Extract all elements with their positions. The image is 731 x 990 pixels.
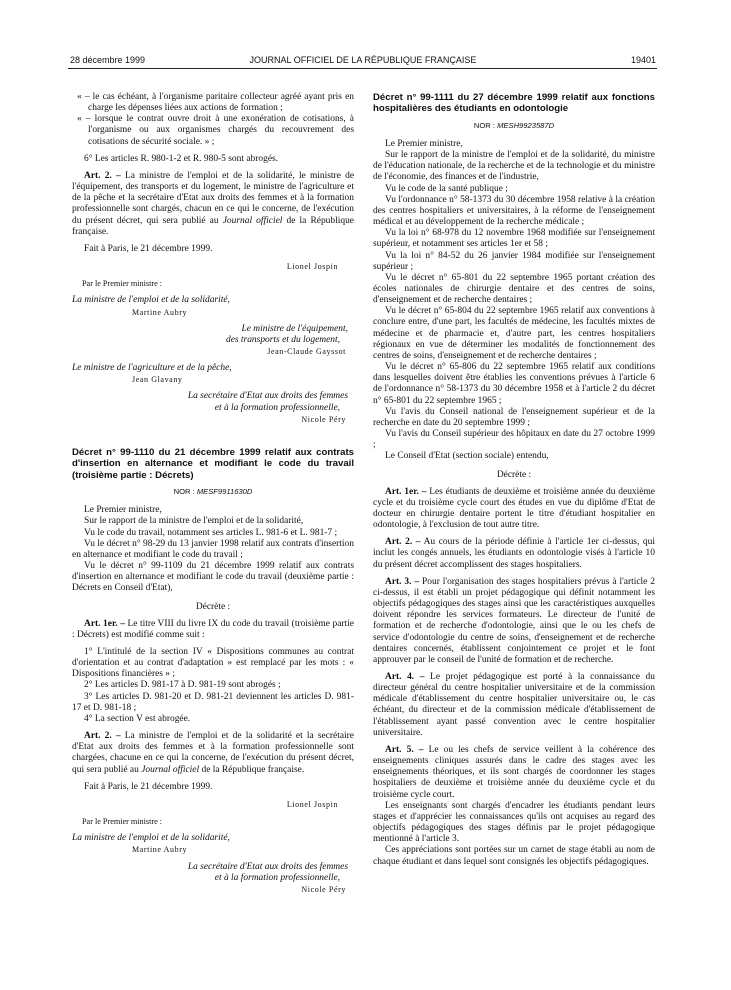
article-text: Les étudiants de deuxième et troisième année du deuxième cycle et du troisième cycle court des études en vue du diplôme d'Etat de docteur en chirurgie dentaire portent le titre d'étudiant hospitalier en odontologie, à l'exclusion de tout autre titre.	[373, 486, 655, 531]
premier-ministre: Le Premier ministre,	[385, 138, 463, 149]
nor-label: NOR :	[473, 120, 498, 130]
article-2-paragraph	[72, 171, 354, 238]
nor-code: MESF9911630D	[196, 487, 253, 497]
header-page-number: 19401	[630, 55, 656, 65]
list-item: 2° Les articles D. 981-17 à D. 981-19 sont abrogés ;	[84, 680, 281, 691]
minister-name: Nicole Péry	[301, 414, 346, 424]
minister-title-cont: des transports et du logement,	[225, 334, 340, 345]
right-column	[373, 92, 655, 868]
nor-code: MESH9923587D	[497, 120, 555, 130]
article-label: Art. 2. –	[385, 537, 421, 548]
article-text: La ministre de l'emploi et de la solidarité et la secrétaire d'Etat aux droits des femmes et à la formation professionnelle sont chargées, chacune en ce qui la concerne, de l'exécution du présent décret, qui sera publié au	[72, 731, 354, 775]
par-le-premier-ministre: Par le Premier ministre :	[82, 817, 163, 827]
minister-title: La secrétaire d'Etat aux droits des femmes	[187, 861, 348, 872]
paragraph: Les enseignants sont chargés d'encadrer les étudiants pendant leurs stages et d'apprécier les connaissances qu'ils ont acquises au regard des objectifs pédagogiques des stages définis par le projet pédagogique mentionné à l'article 3.	[373, 800, 655, 845]
article-label: Art. 3. –	[385, 576, 420, 587]
visa: Vu le code de la santé publique ;	[385, 183, 508, 194]
header-date: 28 décembre 1999	[70, 55, 146, 65]
minister-title: Le ministre de l'agriculture et de la pêche,	[72, 363, 232, 374]
visa: Vu la loi n° 68-978 du 12 novembre 1968 modifiée sur l'enseignement supérieur, et notamment ses articles 1er et 58 ;	[373, 228, 655, 250]
article-paragraph	[373, 745, 655, 801]
paragraph: Ces appréciations sont portées sur un carnet de stage établi au nom de chaque étudiant et dans lequel sont consignés les objectifs pédagogiques.	[373, 845, 655, 867]
visa: Vu le décret n° 98-29 du 13 janvier 1998 relatif aux contrats d'insertion en alternance et modifiant le code du travail ;	[72, 538, 354, 560]
fait-a-paris: Fait à Paris, le 21 décembre 1999.	[84, 781, 213, 792]
article-text: Le titre VIII du livre IX du code du travail (troisième partie : Décrets) est modifié comme suit :	[72, 618, 354, 640]
minister-title-cont: et à la formation professionnelle,	[214, 402, 340, 413]
article-label: Art. 2. –	[84, 170, 121, 181]
article-label: Art. 1er. –	[385, 486, 427, 497]
visa: Sur le rapport de la ministre de l'emploi et de la solidarité,	[84, 516, 304, 527]
decree-title: Décret n° 99-1111 du 27 décembre 1999 relatif aux fonctions hospitalières des étudiants en odontologie	[373, 92, 655, 115]
minister-title: La ministre de l'emploi et de la solidarité,	[72, 295, 230, 306]
article-text: Le projet pédagogique est porté à la connaissance du directeur général du centre hospitalier universitaire et de la commission médicale d'établissement du centre hospitalier universitaire ou, le cas échéant, du directeur et de la commission médicale d'établissement de l'établissement ayant passé convention avec le centre hospitalier universitaire.	[373, 672, 655, 738]
article-text: Pour l'organisation des stages hospitaliers prévus à l'article 2 ci-dessus, il est établi un projet pédagogique qui définit notamment les objectifs pédagogiques des stages ainsi que les caractéristiques auxquelles doivent répondre les services formateurs. Le directeur de l'unité de formation et de recherche d'odontologie, ainsi que le ou les chefs de service d'odontologie du centre de soins, d'enseignement et de recherche dentaires concernés, établissent conjointement ce projet et le font approuver par le conseil de l'unité de formation et de recherche.	[373, 576, 655, 665]
visa: Le Conseil d'Etat (section sociale) entendu,	[385, 451, 549, 462]
signatory: Lionel Jospin	[286, 799, 338, 809]
article-text-end: de la République française.	[199, 764, 305, 775]
minister-title: La ministre de l'emploi et de la solidarité,	[72, 833, 230, 844]
visa: Vu l'avis du Conseil national de l'enseignement supérieur et de la recherche en date du 20 septembre 1999 ;	[373, 406, 655, 428]
paragraph: 6° Les articles R. 980-1-2 et R. 980-5 sont abrogés.	[84, 153, 279, 164]
article-label: Art. 5. –	[385, 744, 424, 755]
article-2-paragraph	[72, 731, 354, 776]
premier-ministre: Le Premier ministre,	[84, 505, 162, 516]
visa: Vu le décret n° 65-804 du 22 septembre 1965 relatif aux conventions à conclure entre, d'une part, les facultés de médecine, les facultés mixtes de médecine et de pharmacie et, d'autre part, les centres hospitaliers régionaux en vue de déterminer les modalités de fonctionnement des centres de soins, d'enseignement et de recherche dentaires ;	[373, 306, 655, 361]
minister-title-cont: et à la formation professionnelle,	[214, 872, 340, 883]
minister-title: Le ministre de l'équipement,	[241, 323, 348, 334]
article-paragraph	[373, 537, 655, 570]
visa: Sur le rapport de la ministre de l'emploi et de la solidarité, du ministre de l'éducation nationale, de la recherche et de la technologie et du ministre de l'économie, des finances et de l'industrie,	[373, 150, 655, 183]
article-paragraph	[373, 577, 655, 666]
visa: Vu l'avis du Conseil supérieur des hôpitaux en date du 27 octobre 1999 ;	[373, 429, 655, 451]
minister-name: Martine Aubry	[132, 307, 188, 317]
decrete: Décrète :	[195, 601, 231, 612]
article-label: Art. 1er. –	[84, 618, 125, 629]
decree-title: Décret n° 99-1110 du 21 décembre 1999 relatif aux contrats d'insertion en alternance et modifiant le code du travail (troisième partie : Décrets)	[72, 446, 354, 481]
article-paragraph	[373, 487, 655, 532]
header-rule	[68, 68, 657, 69]
list-item: 3° Les articles D. 981-20 et D. 981-21 deviennent les articles D. 981-17 et D. 981-18 ;	[72, 691, 354, 713]
minister-name: Martine Aubry	[132, 845, 188, 855]
left-column	[72, 92, 354, 895]
spacer	[72, 425, 354, 447]
article-paragraph	[373, 672, 655, 739]
decrete: Décrète :	[496, 469, 532, 480]
article-text-end: de la République française.	[72, 215, 354, 237]
visa: Vu l'ordonnance n° 58-1373 du 30 décembre 1958 relative à la création des centres hospitaliers et universitaires, à la réforme de l'enseignement médical et au développement de la recherche médicale ;	[373, 194, 655, 228]
visa: Vu la loi n° 84-52 du 26 janvier 1984 modifiée sur l'enseignement supérieur ;	[373, 250, 655, 272]
list-item: 4° La section V est abrogée.	[84, 713, 191, 724]
article-1-paragraph	[72, 619, 354, 641]
nor-reference	[373, 120, 655, 131]
list-item: 1° L'intitulé de la section IV « Dispositions communes au contrat d'orientation et au contrat d'adaptation » est remplacé par les mots : « Dispositions financières » ;	[72, 647, 354, 680]
article-text: Au cours de la période définie à l'article 1er ci-dessus, qui inclut les congés annuels, les étudiants en odontologie visés à l'article 10 du présent décret accomplissent des stages hospitaliers.	[373, 537, 655, 570]
article-label: Art. 4. –	[385, 672, 425, 682]
minister-title: La secrétaire d'Etat aux droits des femmes	[187, 391, 348, 402]
list-item: « – lorsque le contrat ouvre droit à une exonération de cotisations, à l'organisme ou aux organismes chargés du recouvrement des cotisations de sécurité sociale. » ;	[77, 114, 354, 147]
article-label: Art. 2. –	[84, 731, 121, 742]
list-item: « – le cas échéant, à l'organisme paritaire collecteur agréé ayant pris en charge les dépenses liées aux actions de formation ;	[77, 92, 354, 114]
article-text: La ministre de l'emploi et de la solidarité, le ministre de l'équipement, des transports et du logement, le ministre de l'agriculture et de la pêche et la secrétaire d'Etat aux droits des femmes et à la formation professionnelle sont chargés, chacun en ce qui le concerne, de l'exécution du présent décret, qui sera publié au	[72, 170, 355, 226]
minister-name: Jean-Claude Gayssot	[267, 346, 346, 356]
journal-officiel-ref: Journal officiel	[222, 215, 283, 226]
article-text: Le ou les chefs de service veillent à la cohérence des enseignements cliniques assurés dans le cadre des stages avec les enseignements théoriques, et ils sont chargés de coordonner les stages hospitaliers de deuxième et troisième année du deuxième cycle et du troisième cycle court.	[373, 744, 655, 800]
visa: Vu le décret n° 65-801 du 22 septembre 1965 portant création des écoles nationales de chirurgie dentaire et des centres de soins, d'enseignement et de recherche dentaires ;	[373, 272, 655, 306]
par-le-premier-ministre: Par le Premier ministre :	[82, 279, 163, 289]
nor-label: NOR :	[173, 487, 197, 497]
signatory: Lionel Jospin	[286, 262, 338, 272]
header-journal-title: JOURNAL OFFICIEL DE LA RÉPUBLIQUE FRANÇAISE	[249, 55, 477, 65]
journal-officiel-ref: Journal officiel	[141, 764, 200, 775]
minister-name: Jean Glavany	[132, 375, 183, 385]
visa: Vu le décret n° 65-806 du 22 septembre 1965 relatif aux conditions dans lesquelles doivent être établies les conventions prévues à l'article 6 de l'ordonnance n° 58-1373 du 30 décembre 1958 et à l'article 2 du décret n° 65-801 du 22 septembre 1965 ;	[373, 362, 655, 406]
minister-name: Nicole Péry	[301, 884, 346, 894]
fait-a-paris: Fait à Paris, le 21 décembre 1999.	[84, 243, 213, 254]
visa: Vu le code du travail, notamment ses articles L. 981-6 et L. 981-7 ;	[84, 527, 338, 538]
nor-reference	[72, 486, 354, 497]
visa: Vu le décret n° 99-1109 du 21 décembre 1999 relatif aux contrats d'insertion en alternance et modifiant le code du travail (deuxième partie : Décrets en Conseil d'Etat),	[72, 561, 354, 594]
